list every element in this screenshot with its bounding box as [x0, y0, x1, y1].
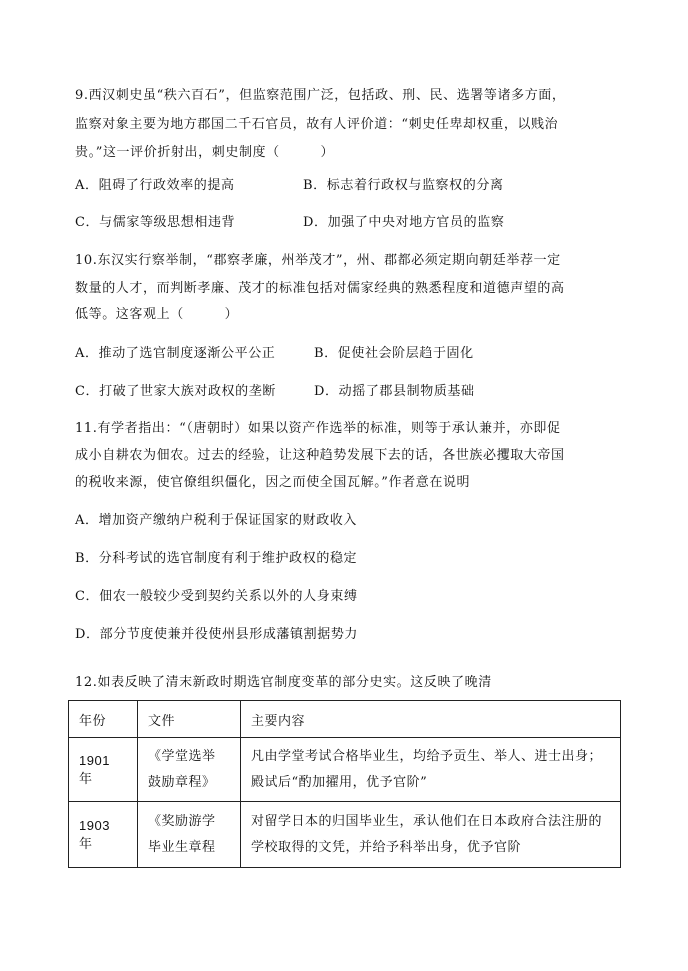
q10-option-b: B．促使社会阶层趋于固化: [314, 346, 474, 361]
q9-option-d: D．加强了中央对地方官员的监察: [303, 215, 505, 230]
q11-option-b: B．分科考试的选官制度有利于维护政权的稳定: [75, 551, 358, 566]
q9-stem-line-3: 贵。”这一评价折射出，刺史制度（ ）: [75, 145, 335, 160]
document-line: 《学堂选举: [148, 748, 216, 764]
q10-option-c: C．打破了世家大族对政权的垄断: [75, 384, 276, 399]
q9-stem-line-2: 监察对象主要为地方郡国二千石官员，故有人评价道：“刺史任卑却权重，以贱治: [75, 117, 559, 132]
row-document: [138, 802, 241, 868]
q10-stem-line-1: 10.东汉实行察举制，“郡察孝廉，州举茂才”，州、郡都必须定期向朝廷举荐一定: [75, 253, 561, 268]
q11-option-d: D．部分节度使兼并役使州县形成藩镇割据势力: [75, 627, 359, 642]
document-line: 《奖励游学: [148, 813, 216, 829]
table-row: [69, 802, 621, 868]
content-line: 凡由学堂考试合格毕业生，均给予贡生、举人、进士出身；: [251, 748, 603, 764]
q11-stem-line-1: 11.有学者指出：“（唐朝时）如果以资产作选举的标准，则等于承认兼并，亦即促: [75, 421, 561, 436]
history-table: [68, 700, 621, 868]
document-line: 毕业生章程: [148, 839, 216, 855]
q9-option-c: C．与儒家等级思想相违背: [75, 215, 236, 230]
header-document: 文件: [138, 701, 241, 738]
q11-option-a: A．增加资产缴纳户税利于保证国家的财政收入: [75, 513, 357, 528]
q10-option-d: D．动摇了郡县制物质基础: [314, 384, 475, 399]
q10-stem-line-3: 低等。这客观上（ ）: [75, 307, 239, 322]
row-year: 1901 年: [69, 738, 138, 802]
q10-option-a: A．推动了选官制度逐渐公平公正: [75, 346, 276, 361]
header-year: 年份: [69, 701, 138, 738]
header-content: 主要内容: [241, 701, 621, 738]
q9-option-b: B．标志着行政权与监察权的分离: [303, 178, 504, 193]
q9-stem-line-1: 9.西汉刺史虽“秩六百石”，但监察范围广泛，包括政、刑、民、选署等诸多方面，: [75, 88, 566, 103]
content-line: 殿试后“酌加擢用，优予官阶”: [251, 774, 428, 790]
q10-stem-line-2: 数量的人才，而判断孝廉、茂才的标准包括对儒家经典的熟悉程度和道德声望的高: [75, 281, 565, 296]
content-line: 学校取得的文凭，并给予科举出身，优予官阶: [251, 839, 522, 855]
table-row: [69, 738, 621, 802]
table-header-row: [69, 701, 621, 738]
row-content: [241, 802, 621, 868]
row-year: 1903 年: [69, 802, 138, 868]
q11-option-c: C．佃农一般较少受到契约关系以外的人身束缚: [75, 589, 358, 604]
row-document: [138, 738, 241, 802]
q12-stem-line-1: 12.如表反映了清末新政时期选官制度变革的部分史实。这反映了晚清: [75, 675, 492, 690]
row-content: [241, 738, 621, 802]
document-line: 鼓励章程》: [148, 774, 216, 790]
q11-stem-line-2: 成小自耕农为佃农。过去的经验，让这种趋势发展下去的话，各世族必攫取大帝国: [75, 448, 565, 463]
content-line: 对留学日本的归国毕业生，承认他们在日本政府合法注册的: [251, 813, 603, 829]
q11-stem-line-3: 的税收来源，使官僚组织僵化，因之而使全国瓦解。”作者意在说明: [75, 475, 471, 490]
q9-option-a: A．阻碍了行政效率的提高: [75, 178, 235, 193]
